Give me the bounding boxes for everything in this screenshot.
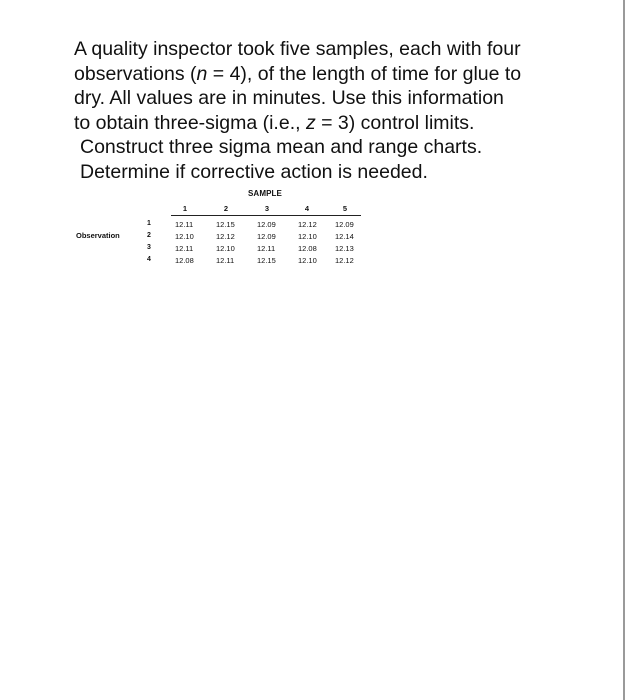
table-cell: 12.12 <box>216 232 235 241</box>
column-header-3: 3 <box>264 204 270 213</box>
question-line-1: A quality inspector took five samples, each with four <box>74 38 521 60</box>
table-cell: 12.11 <box>257 244 276 253</box>
question-line-5: Construct three sigma mean and range charts. <box>80 136 483 159</box>
table-cell: 12.08 <box>175 256 194 265</box>
question-line-3: dry. All values are in minutes. Use this information <box>74 87 504 110</box>
table-cell: 12.10 <box>298 256 317 265</box>
table-cell: 12.14 <box>335 232 354 241</box>
question-line-4-end: = 3) control limits. <box>315 111 475 134</box>
table-cell: 12.12 <box>335 256 354 265</box>
column-header-1: 1 <box>182 204 188 213</box>
row-number-2: 2 <box>147 232 151 239</box>
table-cell: 12.10 <box>175 232 194 241</box>
observation-label: Observation <box>76 231 120 240</box>
column-header-5: 5 <box>342 204 348 213</box>
table-cell: 12.13 <box>335 244 354 253</box>
sample-data-table <box>0 0 623 300</box>
table-cell: 12.11 <box>175 220 194 229</box>
row-number-4: 4 <box>147 256 151 263</box>
table-cell: 12.15 <box>216 220 235 229</box>
row-number-3: 3 <box>147 244 151 251</box>
variable-z: z <box>305 111 316 134</box>
column-header-4: 4 <box>304 204 310 213</box>
table-cell: 12.10 <box>298 232 317 241</box>
column-header-2: 2 <box>223 204 229 213</box>
question-line-4-start: to obtain three-sigma (i.e., <box>74 111 306 134</box>
table-cell: 12.11 <box>216 256 235 265</box>
table-cell: 12.12 <box>298 220 317 229</box>
question-line-6: Determine if corrective action is needed. <box>80 160 428 183</box>
header-rule <box>171 215 361 216</box>
sample-title: SAMPLE <box>248 189 282 198</box>
table-cell: 12.15 <box>257 256 276 265</box>
table-cell: 12.08 <box>298 244 317 253</box>
table-cell: 12.09 <box>257 232 276 241</box>
table-cell: 12.10 <box>216 244 235 253</box>
question-line-2-end: = 4), of the length of time for glue to <box>207 62 522 85</box>
variable-n: n <box>196 62 208 85</box>
table-cell: 12.09 <box>335 220 354 229</box>
table-cell: 12.09 <box>257 220 276 229</box>
table-cell: 12.11 <box>175 244 194 253</box>
question-line-2-start: observations ( <box>74 62 197 85</box>
row-number-1: 1 <box>147 220 151 227</box>
page-right-border <box>623 0 625 700</box>
